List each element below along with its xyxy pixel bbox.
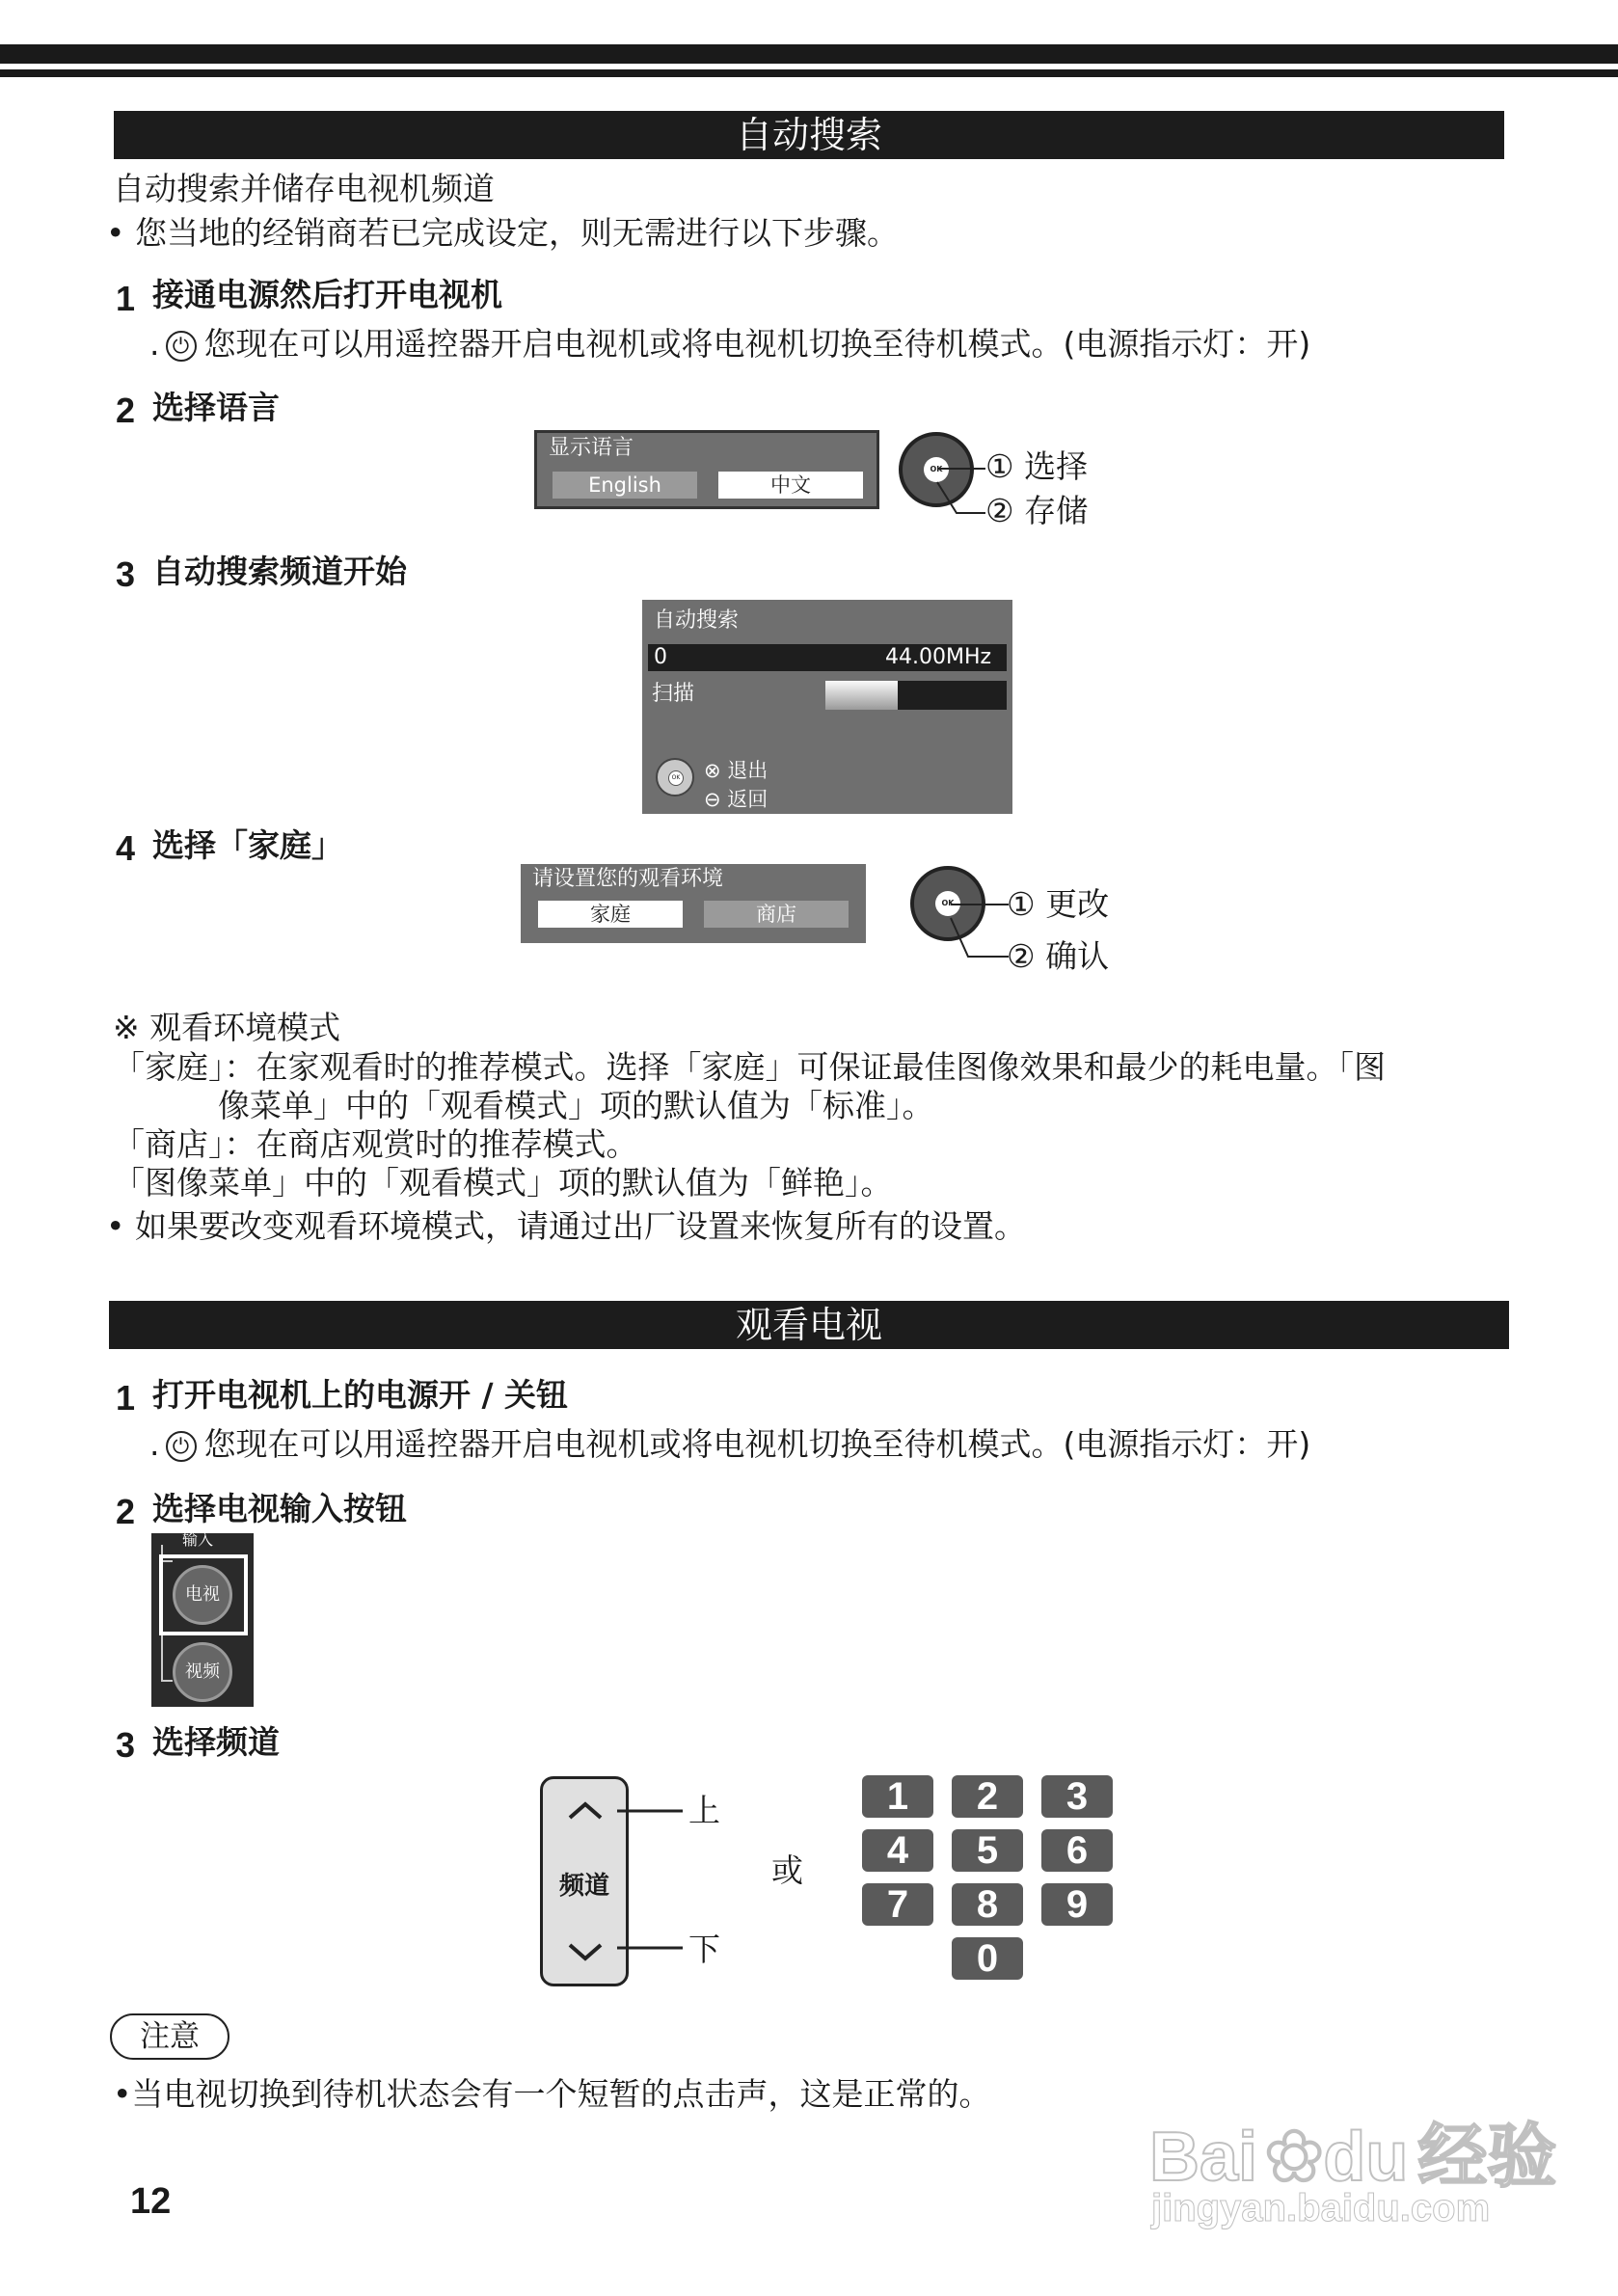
scan-label: 扫描 (652, 682, 695, 706)
number-key-8[interactable]: 8 (952, 1883, 1023, 1926)
option-chinese[interactable]: 中文 (718, 472, 863, 499)
option-store[interactable]: 商店 (704, 901, 849, 928)
step-title: 选择频道 (152, 1723, 280, 1761)
number-key-5[interactable]: 5 (952, 1829, 1023, 1872)
back-hint: ⊖ 返回 (704, 788, 769, 811)
intro-bullet: • 您当地的经销商若已完成设定，则无需进行以下步骤。 (106, 214, 899, 252)
number-key-3[interactable]: 3 (1041, 1775, 1113, 1818)
option-home[interactable]: 家庭 (538, 901, 683, 928)
menu-title: 显示语言 (549, 436, 634, 460)
tv-input-button[interactable]: 电视 (173, 1565, 232, 1625)
down-label: 下 (688, 1931, 720, 1968)
note-text: •当电视切换到待机状态会有一个短暂的点击声，这是正常的。 (113, 2075, 991, 2113)
page-number: 12 (130, 2181, 172, 2222)
chevron-down-icon[interactable] (566, 1941, 605, 1964)
chevron-up-icon[interactable] (566, 1798, 605, 1822)
watermark-url: jingyan.baidu.com (1151, 2187, 1491, 2229)
section-header-auto-search: 自动搜索 (114, 111, 1504, 159)
number-key-2[interactable]: 2 (952, 1775, 1023, 1818)
step-body-text: 您现在可以用遥控器开启电视机或将电视机切换至待机模式。(电源指示灯：开) (203, 1425, 1311, 1463)
step-number: 1 (116, 279, 136, 318)
rocker-callout-lines (613, 1803, 690, 1958)
power-icon: ⏻ (166, 331, 197, 362)
bracket-line (161, 1680, 173, 1682)
step-number: 3 (116, 1725, 136, 1765)
menu-title: 自动搜索 (654, 608, 740, 633)
step-body (149, 1425, 1310, 1464)
watermark-brand: Bai ✿du 经验 (1149, 2119, 1557, 2196)
menu-title: 请设置您的观看环境 (532, 867, 724, 891)
input-button-panel (151, 1530, 254, 1707)
step-title: 选择电视输入按钮 (152, 1490, 407, 1527)
language-menu (534, 430, 879, 509)
pad-label-store: ② 存储 (985, 492, 1089, 529)
environment-menu (521, 864, 866, 943)
video-input-button[interactable]: 视频 (173, 1642, 232, 1702)
input-label: 输入 (182, 1530, 214, 1549)
notes-line: 「图像菜单」中的「观看模式」项的默认值为「鲜艳」。 (113, 1164, 893, 1202)
top-rule-thin (0, 69, 1618, 77)
section-header-watch-tv: 观看电视 (109, 1301, 1509, 1349)
notes-bullet: • 如果要改变观看环境模式，请通过出厂设置来恢复所有的设置。 (106, 1207, 1026, 1245)
auto-search-menu (642, 600, 1012, 814)
remote-dpad-icon: OK (910, 866, 985, 941)
step-body-text: 您现在可以用遥控器开启电视机或将电视机切换至待机模式。(电源指示灯：开) (203, 325, 1311, 363)
step-number: 1 (116, 1378, 136, 1418)
exit-hint: ⊗ 退出 (704, 759, 769, 782)
bullet-dot: . (149, 1425, 160, 1463)
up-label: 上 (688, 1792, 720, 1829)
step-number: 4 (116, 828, 136, 868)
or-label: 或 (771, 1851, 803, 1889)
option-english[interactable]: English (553, 472, 697, 499)
number-key-6[interactable]: 6 (1041, 1829, 1113, 1872)
bullet-dot: . (149, 325, 160, 363)
step-title: 自动搜索频道开始 (152, 553, 407, 590)
number-key-1[interactable]: 1 (862, 1775, 933, 1818)
notes-line: 像菜单」中的「观看模式」项的默认值为「标准」。 (218, 1087, 934, 1124)
small-dpad-icon: OK (656, 758, 694, 797)
step-number: 3 (116, 554, 136, 594)
notes-heading: ※ 观看环境模式 (113, 1009, 341, 1046)
top-rule-thick (0, 44, 1618, 64)
notes-line: 「商店」：在商店观赏时的推荐模式。 (113, 1125, 638, 1163)
scan-progress-track (825, 681, 1007, 710)
pad-label-change: ① 更改 (1007, 885, 1110, 923)
number-key-7[interactable]: 7 (862, 1883, 933, 1926)
notes-line: 「家庭」：在家观看时的推荐模式。选择「家庭」可保证最佳图像效果和最少的耗电量。「图 (113, 1048, 1386, 1086)
step-title: 接通电源然后打开电视机 (152, 276, 502, 313)
step-title: 打开电视机上的电源开 / 关钮 (152, 1376, 569, 1414)
power-icon: ⏻ (166, 1431, 197, 1462)
remote-dpad-icon: OK (899, 432, 974, 507)
number-key-9[interactable]: 9 (1041, 1883, 1113, 1926)
note-badge: 注意 (110, 2013, 229, 2060)
number-key-0[interactable]: 0 (952, 1937, 1023, 1980)
step-number: 2 (116, 1492, 136, 1531)
step-title: 选择语言 (152, 389, 280, 426)
paw-icon: ✿ (1265, 2119, 1324, 2196)
pad-label-select: ① 选择 (985, 447, 1089, 485)
step-body (149, 325, 1310, 364)
section-intro: 自动搜索并储存电视机频道 (113, 170, 495, 207)
channel-number: 0 (654, 645, 667, 669)
pad-label-confirm: ② 确认 (1007, 937, 1110, 975)
rocker-label: 频道 (558, 1872, 609, 1901)
step-title: 选择「家庭」 (152, 826, 343, 864)
number-key-4[interactable]: 4 (862, 1829, 933, 1872)
scan-progress-fill (825, 681, 898, 710)
frequency: 44.00MHz (885, 645, 992, 669)
step-number: 2 (116, 391, 136, 430)
